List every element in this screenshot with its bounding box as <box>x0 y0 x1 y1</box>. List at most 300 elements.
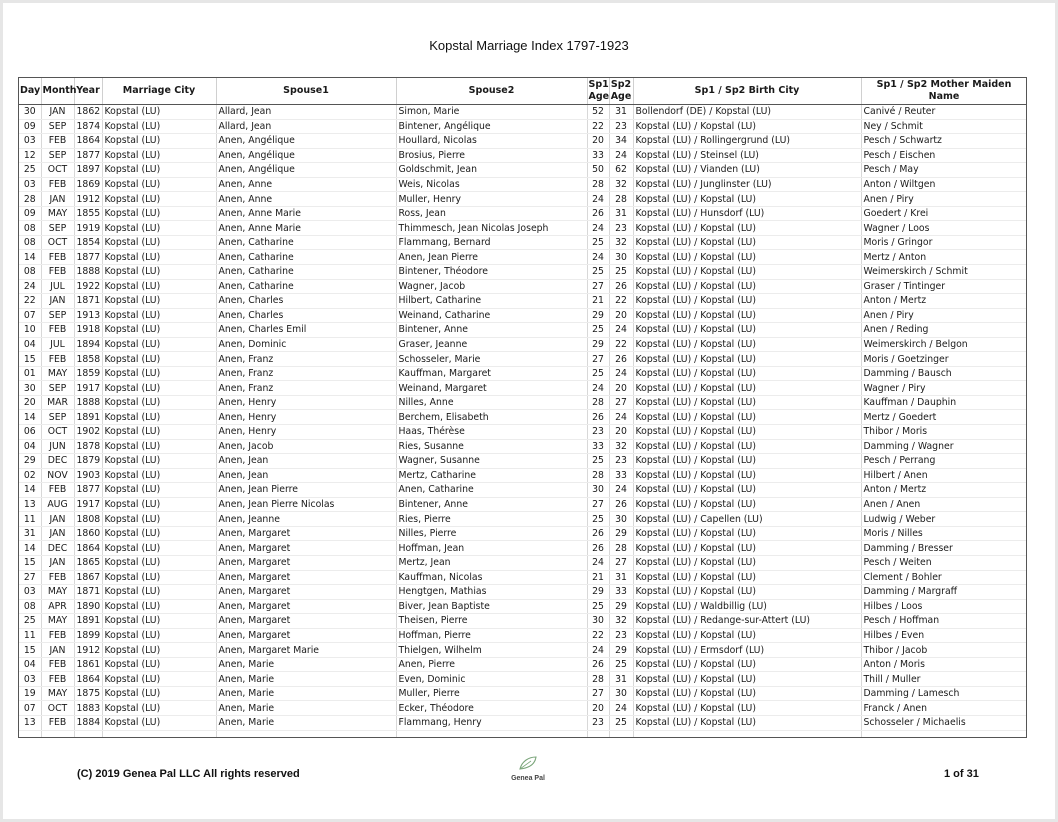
table-row <box>19 599 1027 614</box>
cell-day: 04 <box>19 337 41 352</box>
cell-sp1-age: 22 <box>587 628 609 643</box>
cell-sp1-age: 28 <box>587 672 609 687</box>
cell-year: 1871 <box>74 294 102 309</box>
cell-mother-maiden-name: Pesch / Weiten <box>861 555 1027 570</box>
cell-month: FEB <box>41 265 74 280</box>
cell-spouse1: Anen, Marie <box>216 672 396 687</box>
cell-spouse2: Weis, Nicolas <box>396 177 587 192</box>
cell-sp2-age: 30 <box>609 250 633 265</box>
cell-sp1-age: 29 <box>587 585 609 600</box>
cell-birth-city: Kopstal (LU) / Kopstal (LU) <box>633 294 861 309</box>
cell-mother-maiden-name: Kauffman / Dauphin <box>861 395 1027 410</box>
table-row <box>19 381 1027 396</box>
cell-month: SEP <box>41 308 74 323</box>
cell-empty <box>19 730 41 738</box>
cell-spouse2: Anen, Jean Pierre <box>396 250 587 265</box>
cell-mother-maiden-name: Pesch / May <box>861 163 1027 178</box>
cell-sp1-age: 24 <box>587 643 609 658</box>
cell-birth-city: Kopstal (LU) / Kopstal (LU) <box>633 221 861 236</box>
cell-spouse2: Bintener, Théodore <box>396 265 587 280</box>
cell-empty <box>633 730 861 738</box>
cell-day: 10 <box>19 323 41 338</box>
table-row <box>19 250 1027 265</box>
cell-spouse2: Ross, Jean <box>396 206 587 221</box>
cell-mother-maiden-name: Goedert / Krei <box>861 206 1027 221</box>
cell-month: FEB <box>41 323 74 338</box>
cell-day: 15 <box>19 352 41 367</box>
table-row <box>19 643 1027 658</box>
cell-marriage-city: Kopstal (LU) <box>102 148 216 163</box>
cell-birth-city: Kopstal (LU) / Kopstal (LU) <box>633 541 861 556</box>
cell-month: SEP <box>41 381 74 396</box>
cell-year: 1891 <box>74 614 102 629</box>
cell-birth-city: Kopstal (LU) / Rollingergrund (LU) <box>633 134 861 149</box>
cell-day: 25 <box>19 163 41 178</box>
cell-day: 13 <box>19 715 41 730</box>
column-header-month: Month <box>41 78 74 105</box>
cell-spouse1: Anen, Henry <box>216 410 396 425</box>
cell-day: 08 <box>19 599 41 614</box>
cell-spouse2: Mertz, Jean <box>396 555 587 570</box>
table-row <box>19 570 1027 585</box>
table-row <box>19 221 1027 236</box>
cell-sp1-age: 26 <box>587 657 609 672</box>
cell-sp2-age: 32 <box>609 235 633 250</box>
cell-sp2-age: 26 <box>609 279 633 294</box>
cell-year: 1913 <box>74 308 102 323</box>
cell-sp2-age: 32 <box>609 177 633 192</box>
cell-year: 1867 <box>74 570 102 585</box>
cell-sp2-age: 23 <box>609 454 633 469</box>
cell-year: 1891 <box>74 410 102 425</box>
cell-day: 09 <box>19 119 41 134</box>
cell-sp2-age: 31 <box>609 672 633 687</box>
cell-birth-city: Kopstal (LU) / Kopstal (LU) <box>633 119 861 134</box>
cell-sp2-age: 31 <box>609 570 633 585</box>
cell-birth-city: Kopstal (LU) / Kopstal (LU) <box>633 526 861 541</box>
cell-year: 1917 <box>74 381 102 396</box>
table-row <box>19 294 1027 309</box>
cell-mother-maiden-name: Schosseler / Michaelis <box>861 715 1027 730</box>
cell-sp2-age: 25 <box>609 265 633 280</box>
cell-spouse1: Allard, Jean <box>216 119 396 134</box>
cell-spouse1: Anen, Catharine <box>216 279 396 294</box>
cell-marriage-city: Kopstal (LU) <box>102 395 216 410</box>
cell-birth-city: Kopstal (LU) / Ermsdorf (LU) <box>633 643 861 658</box>
cell-spouse1: Anen, Jean Pierre Nicolas <box>216 497 396 512</box>
cell-spouse2: Mertz, Catharine <box>396 468 587 483</box>
cell-mother-maiden-name: Ludwig / Weber <box>861 512 1027 527</box>
cell-sp2-age: 31 <box>609 105 633 120</box>
cell-empty <box>41 730 74 738</box>
cell-birth-city: Kopstal (LU) / Vianden (LU) <box>633 163 861 178</box>
cell-spouse2: Thimmesch, Jean Nicolas Joseph <box>396 221 587 236</box>
table-row <box>19 541 1027 556</box>
cell-marriage-city: Kopstal (LU) <box>102 425 216 440</box>
cell-sp1-age: 20 <box>587 134 609 149</box>
cell-birth-city: Kopstal (LU) / Kopstal (LU) <box>633 323 861 338</box>
cell-mother-maiden-name: Anton / Mertz <box>861 483 1027 498</box>
table-row <box>19 585 1027 600</box>
cell-sp1-age: 33 <box>587 148 609 163</box>
cell-spouse1: Anen, Margaret <box>216 628 396 643</box>
cell-year: 1864 <box>74 672 102 687</box>
cell-year: 1883 <box>74 701 102 716</box>
cell-day: 30 <box>19 381 41 396</box>
cell-sp2-age: 32 <box>609 614 633 629</box>
table-row <box>19 686 1027 701</box>
cell-birth-city: Kopstal (LU) / Kopstal (LU) <box>633 715 861 730</box>
cell-spouse2: Theisen, Pierre <box>396 614 587 629</box>
cell-mother-maiden-name: Graser / Tintinger <box>861 279 1027 294</box>
cell-spouse1: Anen, Marie <box>216 715 396 730</box>
cell-year: 1877 <box>74 148 102 163</box>
cell-sp1-age: 25 <box>587 323 609 338</box>
cell-spouse1: Anen, Margaret Marie <box>216 643 396 658</box>
logo-text: Genea Pal <box>511 775 545 782</box>
cell-spouse2: Graser, Jeanne <box>396 337 587 352</box>
table-row <box>19 163 1027 178</box>
cell-spouse2: Schosseler, Marie <box>396 352 587 367</box>
cell-birth-city: Kopstal (LU) / Kopstal (LU) <box>633 555 861 570</box>
cell-birth-city: Kopstal (LU) / Kopstal (LU) <box>633 570 861 585</box>
cell-month: OCT <box>41 235 74 250</box>
cell-sp2-age: 24 <box>609 323 633 338</box>
cell-spouse1: Anen, Franz <box>216 352 396 367</box>
table-row <box>19 134 1027 149</box>
cell-marriage-city: Kopstal (LU) <box>102 206 216 221</box>
table-row <box>19 148 1027 163</box>
document-title: Kopstal Marriage Index 1797-1923 <box>429 38 629 53</box>
cell-sp2-age: 24 <box>609 483 633 498</box>
table-row <box>19 308 1027 323</box>
cell-marriage-city: Kopstal (LU) <box>102 221 216 236</box>
cell-marriage-city: Kopstal (LU) <box>102 570 216 585</box>
cell-sp2-age: 26 <box>609 352 633 367</box>
cell-spouse2: Haas, Thérèse <box>396 425 587 440</box>
cell-sp1-age: 20 <box>587 701 609 716</box>
cell-sp1-age: 24 <box>587 221 609 236</box>
cell-marriage-city: Kopstal (LU) <box>102 512 216 527</box>
cell-mother-maiden-name: Pesch / Hoffman <box>861 614 1027 629</box>
cell-birth-city: Kopstal (LU) / Kopstal (LU) <box>633 192 861 207</box>
cell-sp2-age: 26 <box>609 497 633 512</box>
cell-mother-maiden-name: Anen / Piry <box>861 192 1027 207</box>
table-row <box>19 715 1027 730</box>
cell-month: FEB <box>41 657 74 672</box>
cell-month: JAN <box>41 512 74 527</box>
cell-spouse1: Anen, Angélique <box>216 163 396 178</box>
cell-birth-city: Kopstal (LU) / Kopstal (LU) <box>633 265 861 280</box>
cell-day: 06 <box>19 425 41 440</box>
column-header-mother-maiden-name: Sp1 / Sp2 Mother Maiden Name <box>861 78 1027 105</box>
cell-birth-city: Kopstal (LU) / Junglinster (LU) <box>633 177 861 192</box>
cell-marriage-city: Kopstal (LU) <box>102 454 216 469</box>
table-row <box>19 555 1027 570</box>
cell-sp1-age: 21 <box>587 294 609 309</box>
cell-year: 1899 <box>74 628 102 643</box>
column-header-marriage-city: Marriage City <box>102 78 216 105</box>
cell-marriage-city: Kopstal (LU) <box>102 410 216 425</box>
cell-day: 14 <box>19 541 41 556</box>
table-row <box>19 352 1027 367</box>
cell-mother-maiden-name: Wagner / Piry <box>861 381 1027 396</box>
cell-sp2-age: 22 <box>609 337 633 352</box>
cell-marriage-city: Kopstal (LU) <box>102 555 216 570</box>
cell-spouse1: Anen, Jean <box>216 454 396 469</box>
cell-year: 1808 <box>74 512 102 527</box>
cell-day: 07 <box>19 701 41 716</box>
cell-marriage-city: Kopstal (LU) <box>102 715 216 730</box>
cell-marriage-city: Kopstal (LU) <box>102 352 216 367</box>
cell-sp2-age: 25 <box>609 715 633 730</box>
cell-spouse1: Anen, Anne <box>216 192 396 207</box>
cell-spouse2: Wagner, Jacob <box>396 279 587 294</box>
cell-day: 27 <box>19 570 41 585</box>
cell-year: 1890 <box>74 599 102 614</box>
cell-spouse1: Anen, Charles <box>216 308 396 323</box>
cell-mother-maiden-name: Moris / Goetzinger <box>861 352 1027 367</box>
cell-mother-maiden-name: Hilbert / Anen <box>861 468 1027 483</box>
cell-year: 1888 <box>74 395 102 410</box>
cell-sp1-age: 24 <box>587 250 609 265</box>
cell-month: FEB <box>41 134 74 149</box>
cell-spouse2: Brosius, Pierre <box>396 148 587 163</box>
cell-day: 15 <box>19 555 41 570</box>
cell-year: 1874 <box>74 119 102 134</box>
cell-sp1-age: 52 <box>587 105 609 120</box>
cell-year: 1875 <box>74 686 102 701</box>
cell-month: FEB <box>41 672 74 687</box>
cell-sp1-age: 26 <box>587 410 609 425</box>
cell-mother-maiden-name: Anen / Reding <box>861 323 1027 338</box>
cell-spouse1: Anen, Charles <box>216 294 396 309</box>
cell-month: JAN <box>41 555 74 570</box>
marriage-index-table <box>19 78 1027 738</box>
cell-month: MAY <box>41 206 74 221</box>
cell-sp2-age: 29 <box>609 599 633 614</box>
cell-month: JAN <box>41 294 74 309</box>
table-row <box>19 177 1027 192</box>
cell-spouse2: Goldschmit, Jean <box>396 163 587 178</box>
cell-empty <box>609 730 633 738</box>
cell-sp2-age: 30 <box>609 686 633 701</box>
cell-spouse2: Kauffman, Margaret <box>396 366 587 381</box>
cell-sp1-age: 27 <box>587 686 609 701</box>
cell-spouse1: Anen, Jean <box>216 468 396 483</box>
cell-year: 1917 <box>74 497 102 512</box>
table-row <box>19 279 1027 294</box>
cell-mother-maiden-name: Pesch / Eischen <box>861 148 1027 163</box>
cell-marriage-city: Kopstal (LU) <box>102 163 216 178</box>
cell-sp2-age: 31 <box>609 206 633 221</box>
cell-sp2-age: 20 <box>609 381 633 396</box>
cell-birth-city: Kopstal (LU) / Hunsdorf (LU) <box>633 206 861 221</box>
cell-spouse1: Anen, Margaret <box>216 555 396 570</box>
cell-spouse1: Anen, Margaret <box>216 599 396 614</box>
cell-marriage-city: Kopstal (LU) <box>102 235 216 250</box>
cell-sp2-age: 25 <box>609 657 633 672</box>
cell-sp2-age: 24 <box>609 410 633 425</box>
cell-birth-city: Kopstal (LU) / Kopstal (LU) <box>633 454 861 469</box>
cell-marriage-city: Kopstal (LU) <box>102 497 216 512</box>
cell-mother-maiden-name: Ney / Schmit <box>861 119 1027 134</box>
cell-sp1-age: 27 <box>587 279 609 294</box>
table-row <box>19 672 1027 687</box>
cell-sp1-age: 21 <box>587 570 609 585</box>
cell-mother-maiden-name: Anton / Mertz <box>861 294 1027 309</box>
table-row <box>19 105 1027 120</box>
cell-month: AUG <box>41 497 74 512</box>
cell-spouse1: Anen, Marie <box>216 686 396 701</box>
cell-month: MAY <box>41 366 74 381</box>
cell-sp2-age: 29 <box>609 526 633 541</box>
cell-sp2-age: 22 <box>609 294 633 309</box>
cell-spouse1: Anen, Franz <box>216 381 396 396</box>
cell-sp1-age: 50 <box>587 163 609 178</box>
cell-spouse2: Even, Dominic <box>396 672 587 687</box>
cell-empty <box>587 730 609 738</box>
column-header-day: Day <box>19 78 41 105</box>
cell-year: 1858 <box>74 352 102 367</box>
cell-sp1-age: 25 <box>587 599 609 614</box>
cell-year: 1859 <box>74 366 102 381</box>
cell-birth-city: Kopstal (LU) / Kopstal (LU) <box>633 308 861 323</box>
cell-mother-maiden-name: Thibor / Jacob <box>861 643 1027 658</box>
cell-spouse2: Muller, Pierre <box>396 686 587 701</box>
cell-marriage-city: Kopstal (LU) <box>102 366 216 381</box>
cell-mother-maiden-name: Franck / Anen <box>861 701 1027 716</box>
cell-spouse1: Anen, Anne Marie <box>216 206 396 221</box>
cell-sp2-age: 23 <box>609 119 633 134</box>
cell-spouse2: Weinand, Catharine <box>396 308 587 323</box>
genea-pal-logo <box>505 755 551 782</box>
cell-month: JUL <box>41 337 74 352</box>
cell-spouse1: Anen, Jean Pierre <box>216 483 396 498</box>
cell-marriage-city: Kopstal (LU) <box>102 439 216 454</box>
cell-marriage-city: Kopstal (LU) <box>102 657 216 672</box>
cell-marriage-city: Kopstal (LU) <box>102 672 216 687</box>
table-row <box>19 425 1027 440</box>
cell-birth-city: Kopstal (LU) / Kopstal (LU) <box>633 279 861 294</box>
cell-day: 22 <box>19 294 41 309</box>
cell-sp2-age: 20 <box>609 308 633 323</box>
cell-spouse1: Anen, Anne <box>216 177 396 192</box>
table-row <box>19 439 1027 454</box>
cell-sp1-age: 29 <box>587 337 609 352</box>
cell-sp1-age: 26 <box>587 206 609 221</box>
cell-day: 04 <box>19 657 41 672</box>
cell-birth-city: Kopstal (LU) / Kopstal (LU) <box>633 395 861 410</box>
cell-empty <box>861 730 1027 738</box>
cell-sp2-age: 20 <box>609 425 633 440</box>
cell-marriage-city: Kopstal (LU) <box>102 628 216 643</box>
cell-mother-maiden-name: Hilbes / Even <box>861 628 1027 643</box>
cell-marriage-city: Kopstal (LU) <box>102 643 216 658</box>
cell-birth-city: Kopstal (LU) / Kopstal (LU) <box>633 352 861 367</box>
cell-spouse1: Anen, Jeanne <box>216 512 396 527</box>
cell-spouse1: Anen, Anne Marie <box>216 221 396 236</box>
cell-day: 25 <box>19 614 41 629</box>
cell-spouse2: Weinand, Margaret <box>396 381 587 396</box>
cell-sp2-age: 30 <box>609 512 633 527</box>
cell-mother-maiden-name: Damming / Lamesch <box>861 686 1027 701</box>
cell-day: 08 <box>19 265 41 280</box>
cell-month: MAY <box>41 614 74 629</box>
cell-empty <box>74 730 102 738</box>
cell-marriage-city: Kopstal (LU) <box>102 177 216 192</box>
cell-birth-city: Kopstal (LU) / Kopstal (LU) <box>633 337 861 352</box>
cell-sp1-age: 24 <box>587 381 609 396</box>
cell-spouse2: Wagner, Susanne <box>396 454 587 469</box>
table-row <box>19 119 1027 134</box>
cell-day: 04 <box>19 439 41 454</box>
table-header-row <box>19 78 1027 105</box>
cell-year: 1877 <box>74 250 102 265</box>
cell-month: FEB <box>41 628 74 643</box>
cell-marriage-city: Kopstal (LU) <box>102 381 216 396</box>
cell-mother-maiden-name: Anton / Wiltgen <box>861 177 1027 192</box>
cell-year: 1869 <box>74 177 102 192</box>
cell-sp2-age: 24 <box>609 366 633 381</box>
cell-mother-maiden-name: Moris / Nilles <box>861 526 1027 541</box>
cell-year: 1871 <box>74 585 102 600</box>
cell-spouse1: Anen, Marie <box>216 657 396 672</box>
table-row <box>19 657 1027 672</box>
cell-marriage-city: Kopstal (LU) <box>102 483 216 498</box>
cell-sp2-age: 28 <box>609 192 633 207</box>
cell-birth-city: Kopstal (LU) / Kopstal (LU) <box>633 425 861 440</box>
cell-month: FEB <box>41 715 74 730</box>
cell-sp1-age: 27 <box>587 497 609 512</box>
cell-birth-city: Kopstal (LU) / Kopstal (LU) <box>633 657 861 672</box>
cell-spouse2: Bintener, Anne <box>396 497 587 512</box>
cell-mother-maiden-name: Weimerskirch / Belgon <box>861 337 1027 352</box>
cell-spouse2: Houllard, Nicolas <box>396 134 587 149</box>
cell-spouse1: Anen, Dominic <box>216 337 396 352</box>
cell-day: 03 <box>19 672 41 687</box>
cell-month: OCT <box>41 163 74 178</box>
cell-sp1-age: 23 <box>587 715 609 730</box>
cell-sp1-age: 33 <box>587 439 609 454</box>
cell-day: 29 <box>19 454 41 469</box>
cell-birth-city: Kopstal (LU) / Kopstal (LU) <box>633 410 861 425</box>
table-row <box>19 410 1027 425</box>
cell-mother-maiden-name: Damming / Bresser <box>861 541 1027 556</box>
cell-day: 03 <box>19 134 41 149</box>
cell-mother-maiden-name: Pesch / Schwartz <box>861 134 1027 149</box>
column-header-birth-city: Sp1 / Sp2 Birth City <box>633 78 861 105</box>
cell-marriage-city: Kopstal (LU) <box>102 686 216 701</box>
cell-spouse2: Simon, Marie <box>396 105 587 120</box>
cell-year: 1897 <box>74 163 102 178</box>
cell-month: FEB <box>41 250 74 265</box>
cell-mother-maiden-name: Wagner / Loos <box>861 221 1027 236</box>
cell-year: 1865 <box>74 555 102 570</box>
cell-mother-maiden-name: Thill / Muller <box>861 672 1027 687</box>
cell-mother-maiden-name: Anen / Piry <box>861 308 1027 323</box>
cell-marriage-city: Kopstal (LU) <box>102 323 216 338</box>
cell-spouse1: Anen, Margaret <box>216 585 396 600</box>
cell-sp1-age: 26 <box>587 541 609 556</box>
cell-spouse1: Anen, Margaret <box>216 541 396 556</box>
cell-month: SEP <box>41 221 74 236</box>
cell-month: DEC <box>41 541 74 556</box>
cell-year: 1884 <box>74 715 102 730</box>
cell-spouse2: Berchem, Elisabeth <box>396 410 587 425</box>
cell-month: FEB <box>41 570 74 585</box>
cell-spouse2: Ecker, Théodore <box>396 701 587 716</box>
